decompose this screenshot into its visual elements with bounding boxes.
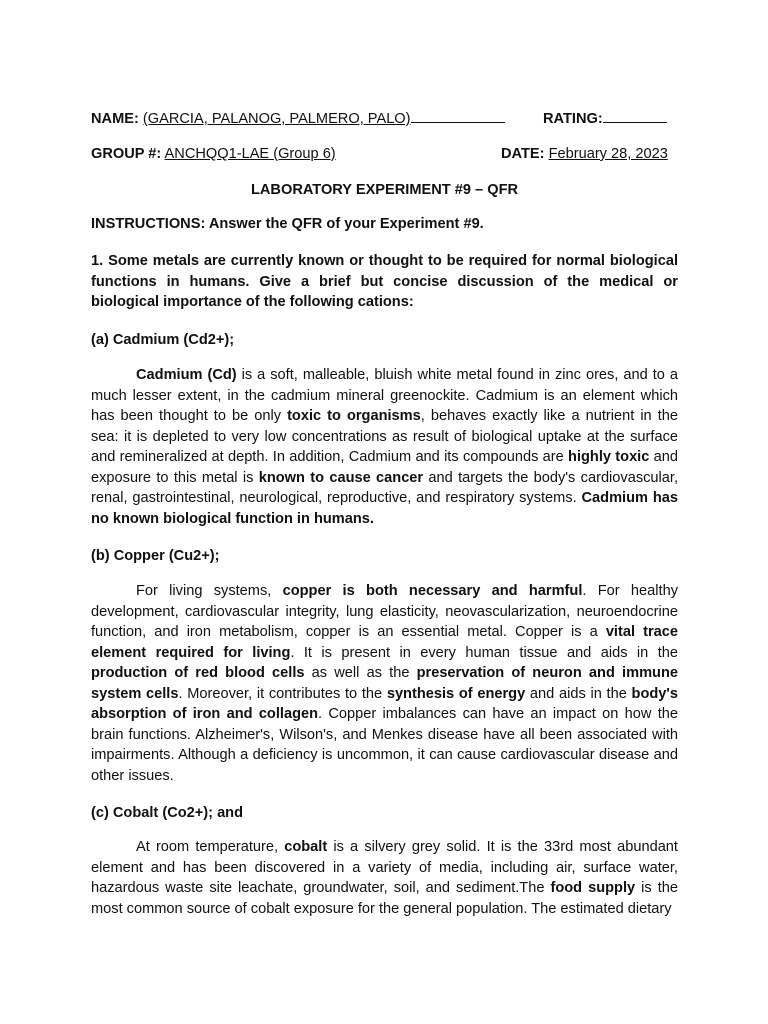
cobalt-term: cobalt [284, 839, 328, 855]
cobalt-food-supply: food supply [550, 880, 636, 896]
cadmium-text-1: is a soft, malleable, bluish white metal found in zinc ores, and to a much lesser extent, in the cadmium mineral greenockite. Cadmium is an element which has been thought to be only [91, 367, 678, 424]
cadmium-text-3: and exposure to this metal is [91, 449, 678, 486]
copper-text-5: . Moreover, it contributes to the [178, 685, 387, 702]
instructions: INSTRUCTIONS: Answer the QFR of your Experiment #9. [91, 216, 484, 232]
group-label: GROUP #: [91, 146, 162, 162]
cadmium-cancer: known to cause cancer [258, 469, 424, 486]
copper-text-1: For living systems, [136, 583, 283, 599]
cobalt-text-3: is the most common source of cobalt exposure for the general population. The estimated dietary [91, 880, 678, 917]
copper-necessary: copper is both necessary and harmful [282, 583, 583, 599]
copper-heading: (b) Copper (Cu2+); [91, 548, 220, 564]
name-value: (GARCIA, PALANOG, PALMERO, PALO) [142, 111, 411, 127]
copper-text-3: . It is present in every human tissue and aids in the [290, 644, 678, 661]
copper-red-blood: production of red blood cells [91, 665, 305, 681]
cobalt-text-2: is a silvery grey solid. It is the 33rd most abundant element and has been discovered in a variety of media, including air, surface water, hazardous waste site leachate, groundwater, soil, and sediment.The [91, 839, 678, 896]
cobalt-heading: (c) Cobalt (Co2+); and [91, 805, 244, 821]
copper-absorption: body's absorption of iron and collagen [91, 685, 678, 722]
cadmium-text-2: , behaves exactly like a nutrient in the sea: it is depleted to very low concentrations as result of biological uptake at the surface and remineralized at depth. In addition, Cadmium and its compounds are [91, 408, 678, 465]
copper-paragraph [91, 581, 678, 786]
date-field [501, 144, 668, 165]
cobalt-paragraph [91, 837, 678, 919]
group-row [91, 144, 678, 165]
cadmium-toxic: toxic to organisms [287, 408, 421, 424]
name-label: NAME: [91, 111, 139, 127]
copper-text-2: . For healthy development, cardiovascular integrity, lung elasticity, neovascularization, neuroendocrine function, and iron metabolism, copper is an essential metal. Copper is a [91, 583, 678, 640]
group-value: ANCHQQ1-LAE (Group 6) [164, 146, 336, 162]
cadmium-term: Cadmium (Cd) [136, 367, 237, 383]
cadmium-paragraph [91, 365, 678, 529]
copper-preservation: preservation of neuron and immune system cells [91, 665, 678, 702]
copper-text-4: as well as the [304, 665, 417, 681]
cobalt-text-1: At room temperature, [136, 839, 285, 855]
name-underline [411, 108, 505, 123]
date-value: February 28, 2023 [548, 146, 668, 162]
copper-text-7: . Copper imbalances can have an impact on how the brain functions. Alzheimer's, Wilson's, and Menkes disease have all been associated with impairments. Although a deficiency is uncommon, it can cause cardiovascular disease and other issues. [91, 706, 678, 784]
copper-energy: synthesis of energy [386, 685, 526, 702]
cadmium-heading: (a) Cadmium (Cd2+); [91, 332, 235, 348]
cadmium-conclusion: Cadmium has no known biological function in humans. [91, 490, 678, 527]
cadmium-text-4: and targets the body's cardiovascular, renal, gastrointestinal, neurological, reproductive, and respiratory systems. [91, 469, 679, 506]
rating-field [543, 108, 667, 130]
cadmium-highly-toxic: highly toxic [568, 449, 650, 465]
question-text: 1. Some metals are currently known or thought to be required for normal biological functions in humans. Give a brief but concise discussion of the medical or biological importance of the following cations: [91, 253, 678, 310]
copper-text-6: and aids in the [525, 685, 632, 702]
page-title: LABORATORY EXPERIMENT #9 – QFR [250, 182, 519, 198]
name-row [91, 108, 678, 130]
date-label: DATE: [501, 146, 545, 162]
rating-underline [603, 108, 667, 123]
copper-vital: vital trace element required for living [91, 624, 678, 661]
rating-label: RATING: [543, 111, 603, 127]
